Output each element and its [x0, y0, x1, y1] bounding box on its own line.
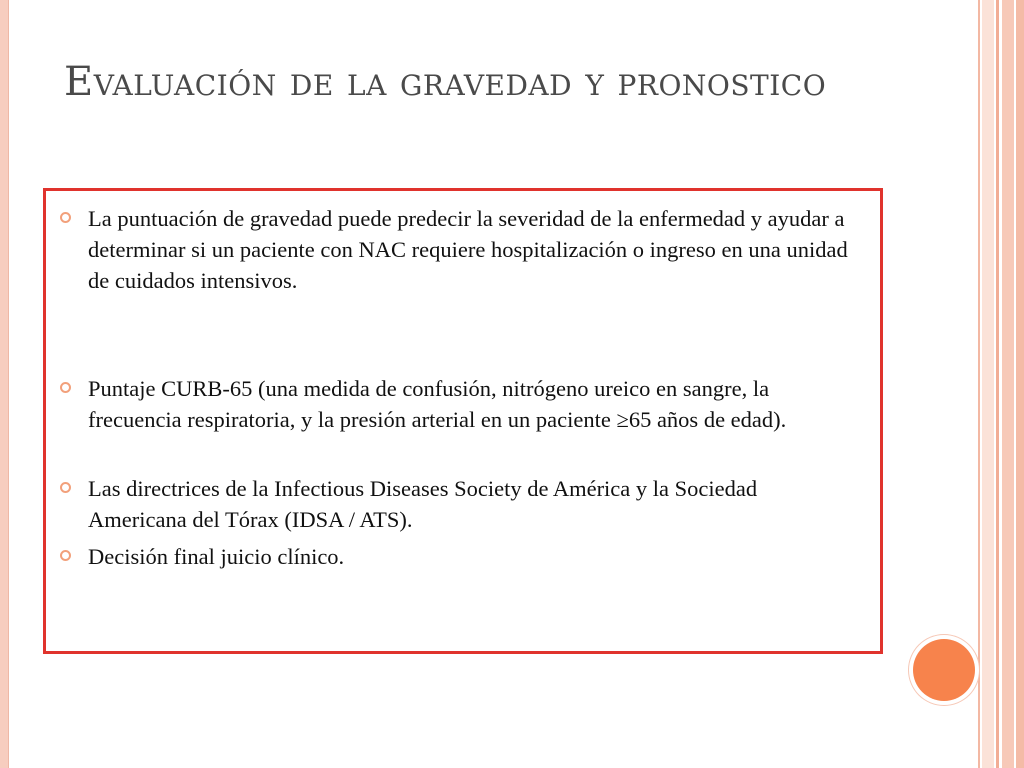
- circle-bullet-icon: [60, 382, 71, 393]
- stripe: [996, 0, 999, 768]
- bullet-text: Decisión final juicio clínico.: [88, 544, 345, 569]
- circle-bullet-icon: [60, 550, 71, 561]
- circle-bullet-icon: [60, 482, 71, 493]
- stripe: [982, 0, 994, 768]
- left-decorative-stripe: [0, 0, 9, 768]
- slide-title: Evaluación de la gravedad y pronostico: [64, 59, 827, 105]
- content-box: [43, 188, 883, 654]
- circle-bullet-icon: [60, 212, 71, 223]
- decorative-orange-circle: [913, 639, 975, 701]
- right-decorative-stripes: [978, 0, 1024, 768]
- stripe: [1016, 0, 1024, 768]
- bullet-text: Las directrices de la Infectious Diseases Society de América y la Sociedad Americana del Tórax (IDSA / ATS).: [88, 476, 758, 532]
- bullet-text: La puntuación de gravedad puede predecir la severidad de la enfermedad y ayudar a determinar si un paciente con NAC requiere hospitalización o ingreso en una unidad de cuidados intensivos.: [88, 206, 848, 293]
- stripe: [978, 0, 980, 768]
- bullet-text: Puntaje CURB-65 (una medida de confusión, nitrógeno ureico en sangre, la frecuencia respiratoria, y la presión arterial en un paciente ≥65 años de edad).: [88, 376, 787, 432]
- stripe: [1002, 0, 1014, 768]
